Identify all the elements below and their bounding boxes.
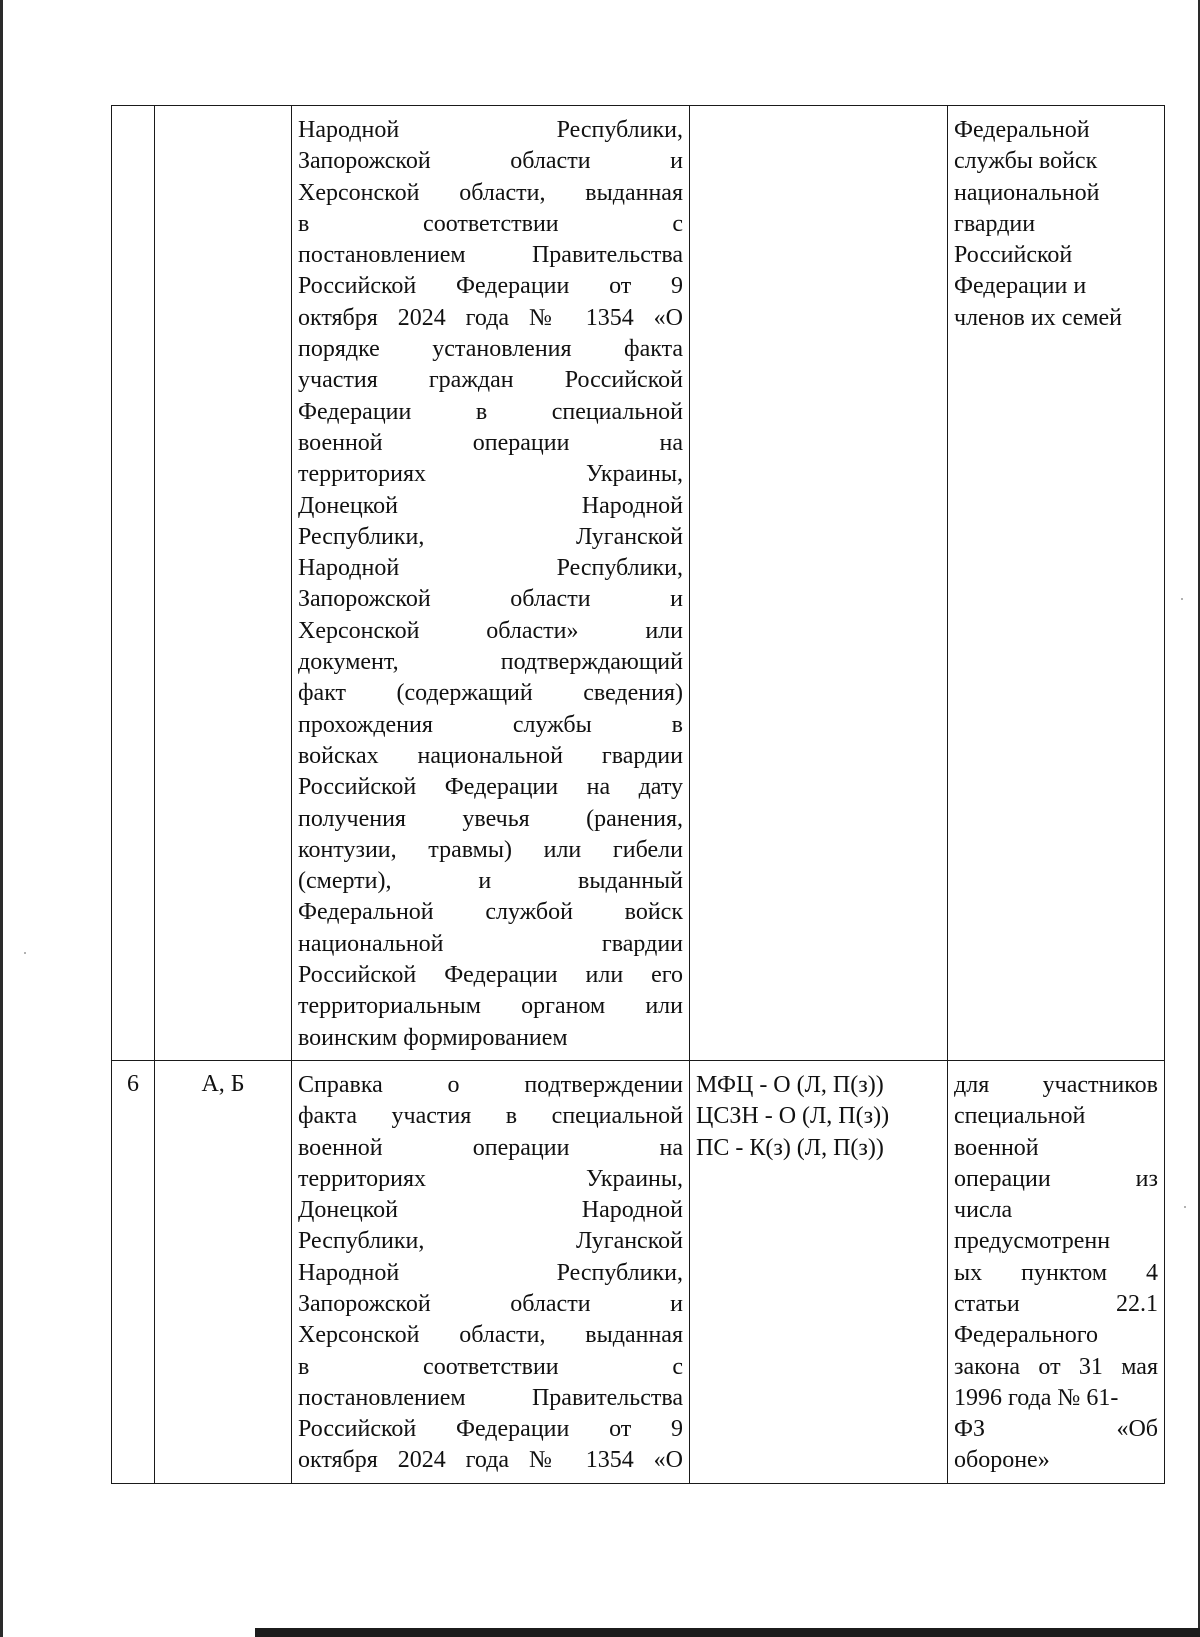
documents-table [111, 105, 1165, 1484]
text-line: прохождения службы в [298, 711, 683, 738]
text-line: территориальным органом или [298, 993, 683, 1020]
document-cell [292, 1060, 690, 1483]
category-cell [155, 1060, 292, 1483]
note-cell [948, 1060, 1165, 1483]
text-line: порядке установления факта [298, 336, 683, 363]
submission-text [690, 1061, 947, 1170]
text-line: национальной гвардии [298, 930, 683, 957]
text-line: 1996 года № 61- [954, 1384, 1119, 1411]
text-line: контузии, травмы) или гибели [298, 836, 683, 863]
row-category: А, Б [201, 1070, 245, 1097]
text-line: Российской [954, 242, 1073, 269]
text-line: специальной [954, 1103, 1086, 1130]
text-line: факта участия в специальной [298, 1103, 683, 1130]
text-line: документ, подтверждающий [298, 649, 683, 676]
text-line: гвардии [954, 210, 1036, 237]
text-line: Народной Республики, [298, 117, 683, 143]
submission-method-cell [690, 106, 948, 1061]
text-line: Народной Республики, [298, 1259, 683, 1286]
text-line: войсках национальной гвардии [298, 742, 683, 769]
text-line: членов их семей [954, 304, 1122, 331]
text-line: Запорожской области и [298, 586, 683, 613]
text-line: ЦСЗН - О (Л, П(з)) [696, 1103, 890, 1130]
note-text [948, 1061, 1164, 1483]
document-cell [292, 106, 690, 1061]
text-line: в соответствии с [298, 210, 683, 237]
text-line: статьи 22.1 [954, 1290, 1158, 1317]
document-text [292, 1061, 689, 1483]
text-line: службы войск [954, 148, 1098, 175]
text-line: Республики, Луганской [298, 523, 683, 550]
scan-speck [1184, 1206, 1186, 1208]
document-text [292, 106, 689, 1060]
text-line: Федеральной [954, 117, 1090, 143]
note-cell [948, 106, 1165, 1061]
text-line: военной операции на [298, 1134, 683, 1161]
scan-bottom-bar [255, 1628, 1200, 1637]
text-line: воинским формированием [298, 1024, 568, 1051]
row-number-cell [112, 1060, 155, 1483]
table-row-continued [112, 106, 1165, 1061]
text-line: ФЗ «Об [954, 1416, 1158, 1443]
text-line: операции из [954, 1165, 1158, 1192]
text-line: национальной [954, 179, 1100, 206]
text-line: Запорожской области и [298, 148, 683, 175]
text-line: (смерти), и выданный [298, 868, 683, 895]
row-number: 6 [127, 1070, 139, 1097]
text-line: МФЦ - О (Л, П(з)) [696, 1071, 884, 1098]
scan-speck [1181, 598, 1183, 600]
text-line: Донецкой Народной [298, 492, 683, 519]
text-line: получения увечья (ранения, [298, 805, 683, 832]
text-line: Федерального [954, 1322, 1099, 1349]
text-line: Херсонской области» или [298, 617, 683, 644]
text-line: ых пунктом 4 [954, 1259, 1158, 1286]
text-line: для участников [954, 1071, 1158, 1098]
text-line: территориях Украины, [298, 1165, 683, 1192]
text-line: Республики, Луганской [298, 1228, 683, 1255]
text-line: Российской Федерации на дату [298, 774, 683, 801]
text-line: Федерации в специальной [298, 398, 683, 425]
row-number-cell [112, 106, 155, 1061]
text-line: постановлением Правительства [298, 242, 683, 269]
text-line: закона от 31 мая [954, 1353, 1158, 1380]
text-line: постановлением Правительства [298, 1384, 683, 1411]
text-line: Донецкой Народной [298, 1197, 683, 1224]
text-line: Федерации и [954, 273, 1087, 300]
text-line: Российской Федерации или его [298, 962, 683, 989]
text-line: территориях Украины, [298, 461, 683, 488]
text-line: военной [954, 1134, 1039, 1161]
text-line: числа [954, 1197, 1013, 1224]
text-line: обороне» [954, 1447, 1050, 1474]
text-line: Российской Федерации от 9 [298, 273, 683, 300]
note-text [948, 106, 1164, 340]
scan-left-edge [0, 0, 3, 1637]
text-line: ПС - К(з) (Л, П(з)) [696, 1134, 884, 1161]
text-line: Российской Федерации от 9 [298, 1416, 683, 1443]
submission-method-cell [690, 1060, 948, 1483]
text-line: в соответствии с [298, 1353, 683, 1380]
submission-text [690, 106, 947, 121]
text-line: Народной Республики, [298, 555, 683, 582]
text-line: факт (содержащий сведения) [298, 680, 683, 707]
text-line: предусмотренн [954, 1228, 1111, 1255]
table-row-6 [112, 1060, 1165, 1483]
text-line: участия граждан Российской [298, 367, 683, 394]
text-line: октября 2024 года № 1354 «О [298, 304, 683, 331]
text-line: Федеральной службой войск [298, 899, 683, 926]
text-line: Запорожской области и [298, 1290, 683, 1317]
text-line: Херсонской области, выданная [298, 179, 683, 206]
text-line: октября 2024 года № 1354 «О [298, 1447, 683, 1474]
scan-speck [24, 952, 26, 954]
text-line: военной операции на [298, 429, 683, 456]
text-line: Херсонской области, выданная [298, 1322, 683, 1349]
text-line: Справка о подтверждении [298, 1071, 683, 1098]
category-cell [155, 106, 292, 1061]
